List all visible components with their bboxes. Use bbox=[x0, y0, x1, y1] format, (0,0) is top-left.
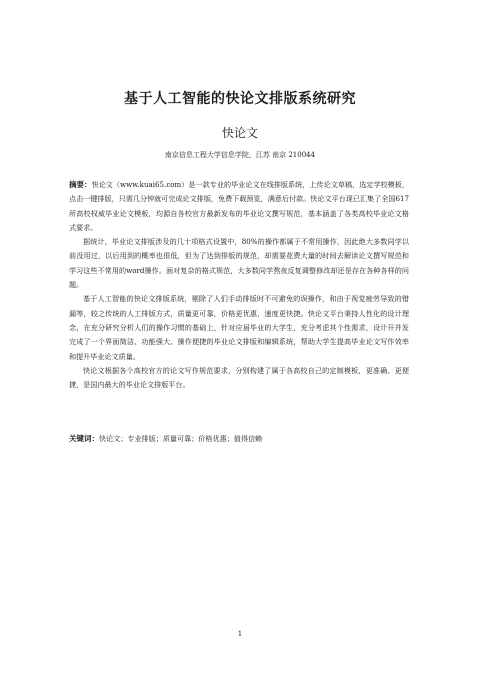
paragraph-3: 基于人工智能的快论文排版系统，剔除了人们手动排版时不可避免的误操作，和由于视觉疲劳导致的错漏等，较之传统的人工排版方式，质量更可靠，价格更优惠，速度更快捷。快论文平台秉持人性化的设计理念，在充分研究分析人们的操作习惯的基础上，针对应届毕业的大学生，充分考虑其个性需求，设计开并发完成了一个界面简洁、功能强大、操作便捷的毕业论文排版和编辑系统，帮助大学生提高毕业论文写作效率和提升毕业论文质量。 bbox=[69, 294, 409, 361]
paragraph-4: 快论文根据各个高校官方的论文写作规范要求，分别构建了属于各高校自己的定制模板，更准确、更便捷，是国内最大的毕业论文排版平台。 bbox=[69, 365, 409, 390]
keywords-text: 快论文；专业排版；质量可靠；价格优惠；值得信赖 bbox=[99, 434, 263, 443]
page-number: 1 bbox=[237, 630, 243, 638]
author-name: 快论文 bbox=[221, 126, 258, 140]
keywords-line bbox=[69, 432, 409, 446]
abstract-label: 摘要： bbox=[69, 180, 92, 189]
paragraph-1-text: 快论文（www.kuai65.com）是一款专业的毕业论文在线排版系统，上传论文草稿，选定学校模板，点击一键排版，只需几分钟就可完成论文排版，免费下载预览，满意后付款。快论文平台现已汇集了全国617所高校权威毕业论文模板，均源自各校官方最新发布的毕业论文撰写规范，基本涵盖了各类高校毕业论文格式要求。 bbox=[69, 180, 410, 232]
paper-title: 基于人工智能的快论文排版系统研究 bbox=[124, 91, 356, 107]
paragraph-2: 据统计，毕业论文排版涉及的几十项格式设置中，80%的操作都属于不常用操作，因此绝大多数同学以前没用过，以后用到的概率也很低，但为了达到排版的规范，却需要花费大量的时间去解读论文撰写规范和学习这些不常用的word操作。面对复杂的格式规范，大多数同学熬夜反复调整修改却还是存在各种各样的问题。 bbox=[69, 237, 409, 290]
keywords-label: 关键词： bbox=[69, 434, 99, 443]
abstract-body bbox=[69, 178, 409, 392]
author-affiliation: 南京信息工程大学信息学院，江苏 南京 210044 bbox=[164, 151, 316, 159]
abstract-paragraph bbox=[69, 178, 409, 235]
